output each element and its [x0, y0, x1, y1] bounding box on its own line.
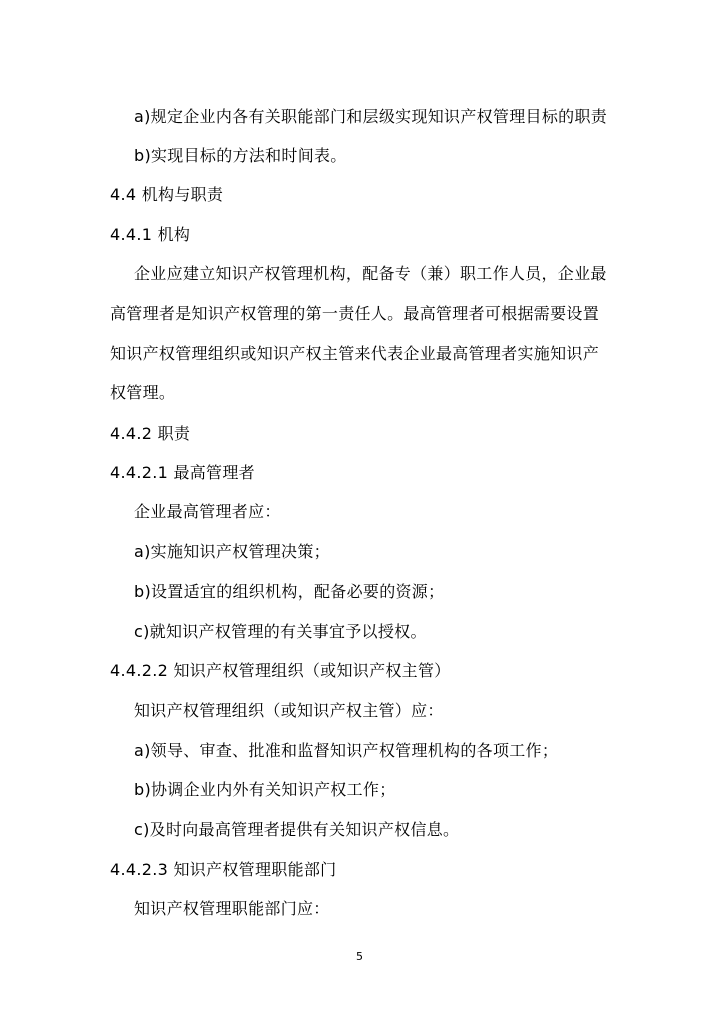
section-heading-4-4-2-1: 4.4.2.1 最高管理者 [110, 463, 255, 482]
list-item-organization: b)设置适宜的组织机构，配备必要的资源； [134, 582, 445, 601]
paragraph-line-3: 知识产权管理组织或知识产权主管来代表企业最高管理者实施知识产 [110, 344, 600, 363]
list-item-responsibilities: a)规定企业内各有关职能部门和层级实现知识产权管理目标的职责 [134, 107, 608, 126]
list-item-decision: a)实施知识产权管理决策； [134, 542, 330, 561]
paragraph-intro-ip-dept: 知识产权管理职能部门应： [134, 899, 330, 918]
list-item-methods: b)实现目标的方法和时间表。 [134, 146, 347, 165]
section-heading-4-4-2-3: 4.4.2.3 知识产权管理职能部门 [110, 860, 337, 879]
page-number: 5 [356, 950, 363, 963]
paragraph-line-1: 企业应建立知识产权管理机构，配备专（兼）职工作人员，企业最 [134, 264, 607, 283]
section-heading-4-4-2: 4.4.2 职责 [110, 424, 191, 443]
paragraph-intro-top-manager: 企业最高管理者应： [134, 502, 281, 521]
section-heading-4-4-2-2: 4.4.2.2 知识产权管理组织（或知识产权主管） [110, 661, 451, 680]
list-item-provide-info: c)及时向最高管理者提供有关知识产权信息。 [134, 820, 460, 839]
paragraph-line-2: 高管理者是知识产权管理的第一责任人。最高管理者可根据需要设置 [110, 304, 600, 323]
list-item-coordinate: b)协调企业内外有关知识产权工作； [134, 780, 396, 799]
list-item-lead-review: a)领导、审查、批准和监督知识产权管理机构的各项工作； [134, 741, 559, 760]
section-heading-4-4: 4.4 机构与职责 [110, 185, 224, 204]
paragraph-line-4: 权管理。 [110, 383, 176, 402]
section-heading-4-4-1: 4.4.1 机构 [110, 225, 191, 244]
paragraph-intro-ip-org: 知识产权管理组织（或知识产权主管）应： [134, 701, 444, 720]
list-item-authorization: c)就知识产权管理的有关事宜予以授权。 [134, 622, 427, 641]
